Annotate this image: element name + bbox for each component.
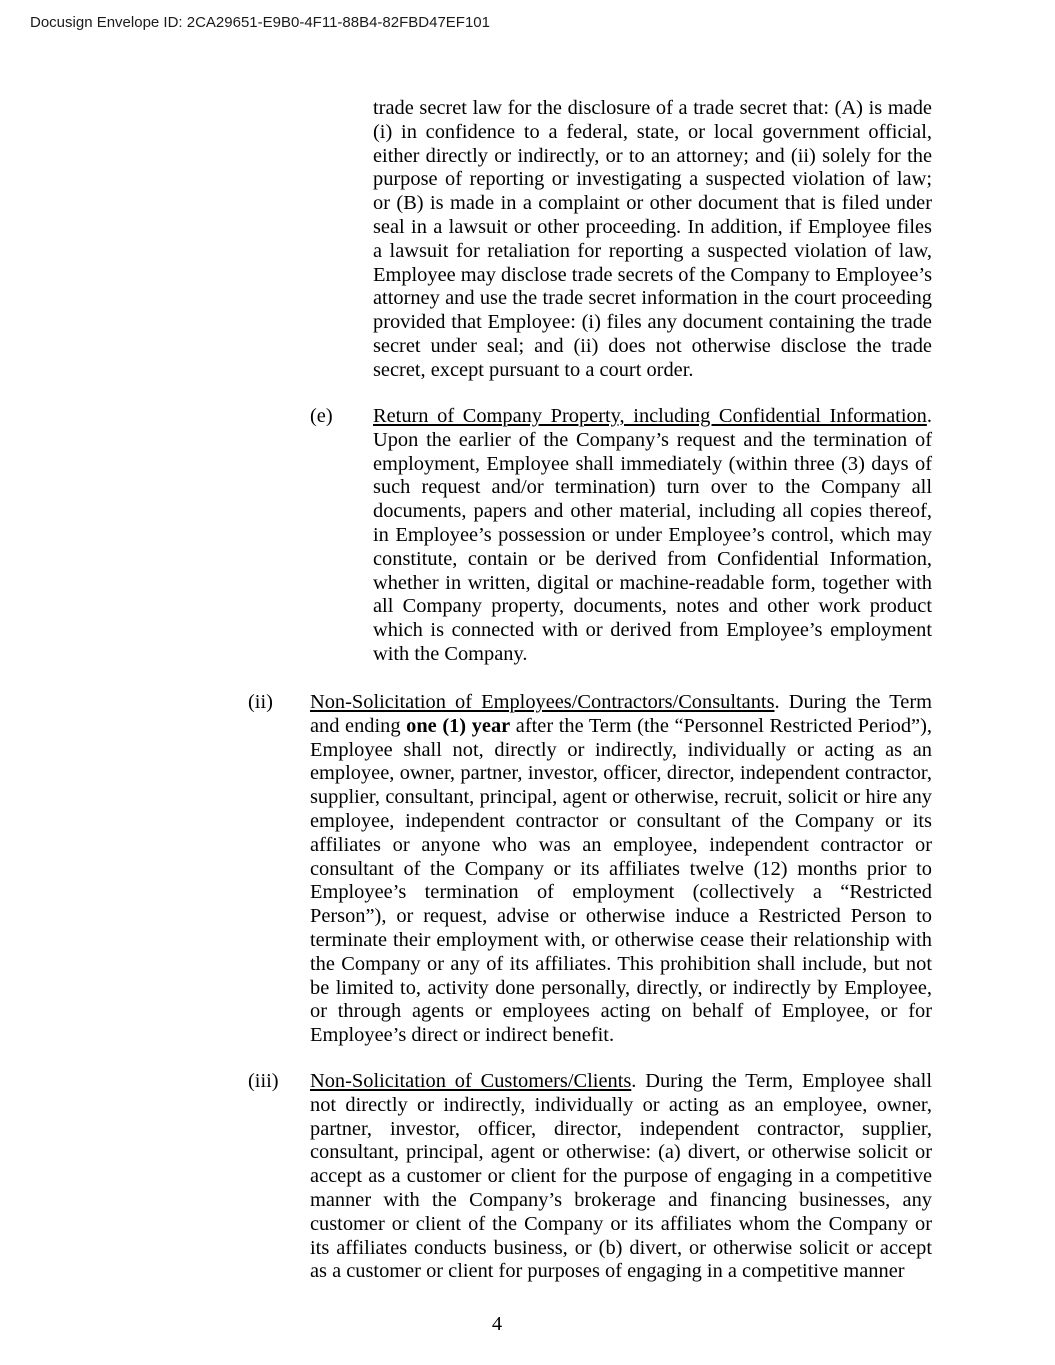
- clause-ii-heading: Non-Solicitation of Employees/Contractors/Consultants: [310, 691, 775, 713]
- clause-ii-label: (ii): [248, 691, 273, 713]
- clause-iii-body: . During the Term, Employee shall not directly or indirectly, individually or acting as an employee, owner, partner, investor, officer, director, independent contractor, supplier, consultant, principal, agent or otherwise: (a) divert, or otherwise solicit or accept as a customer or client for the purpose of engaging in a competitive manner with the Company’s brokerage and financing businesses, any customer or client of the Company or its affiliates whom the Company or its affiliates conducts business, or (b) divert, or otherwise solicit or accept as a customer or client for purposes of engaging in a competitive manner: [310, 1070, 932, 1283]
- clause-iii-label: (iii): [248, 1070, 279, 1092]
- clause-e-heading: Return of Company Property, including Confidential Information: [373, 405, 927, 427]
- clause-ii: [248, 691, 932, 1048]
- paragraph-trade-secret-continuation: trade secret law for the disclosure of a trade secret that: (A) is made (i) in confidence to a federal, state, or local government official, either directly or indirectly, or to an attorney; and (ii) solely for the purpose of reporting or investigating a suspected violation of law; or (B) is made in a complaint or other document that is filed under seal in a lawsuit or other proceeding. In addition, if Employee files a lawsuit for retaliation for reporting a suspected violation of law, Employee may disclose trade secrets of the Company to Employee’s attorney and use the trade secret information in the court proceeding provided that Employee: (i) files any document containing the trade secret under seal; and (ii) does not otherwise disclose the trade secret, except pursuant to a court order.: [373, 97, 932, 381]
- clause-iii-heading: Non-Solicitation of Customers/Clients: [310, 1070, 632, 1092]
- clause-iii-text: [310, 1070, 932, 1284]
- clause-e-text: [373, 405, 932, 667]
- clause-e: [310, 405, 932, 667]
- docusign-envelope-id: Docusign Envelope ID: 2CA29651-E9B0-4F11-88B4-82FBD47EF101: [30, 14, 490, 31]
- page-number: 4: [491, 1313, 503, 1335]
- clause-e-label: (e): [310, 405, 333, 427]
- clause-ii-body: after the Term (the “Personnel Restricted Period”), Employee shall not, directly or indirectly, individually or acting as an employee, owner, partner, investor, officer, director, independent contractor, supplier, consultant, principal, agent or otherwise, recruit, solicit or hire any employee, independent contractor or consultant of the Company or its affiliates or anyone who was an employee, independent contractor or consultant of the Company or its affiliates twelve (12) months prior to Employee’s termination of employment (collectively a “Restricted Person”), or request, advise or otherwise induce a Restricted Person to terminate their employment with, or otherwise cease their relationship with the Company or any of its affiliates. This prohibition shall include, but not be limited to, activity done personally, directly, or indirectly by Employee, or through agents or employees acting on behalf of Employee, or for Employee’s direct or indirect benefit.: [310, 714, 932, 1047]
- clause-ii-text: [310, 691, 932, 1048]
- clause-iii: [248, 1070, 932, 1284]
- clause-ii-bold-phrase: one (1) year: [406, 714, 511, 737]
- clause-e-body: . Upon the earlier of the Company’s request and the termination of employment, Employee shall immediately (within three (3) days of such request and/or termination) turn over to the Company all documents, papers and other material, including all copies thereof, in Employee’s possession or under Employee’s control, which may constitute, contain or be derived from Confidential Information, whether in written, digital or machine-readable form, together with all Company property, documents, notes and other work product which is connected with or derived from Employee’s employment with the Company.: [373, 405, 932, 665]
- clause-ii-after-heading: . During the Term and ending: [310, 691, 932, 737]
